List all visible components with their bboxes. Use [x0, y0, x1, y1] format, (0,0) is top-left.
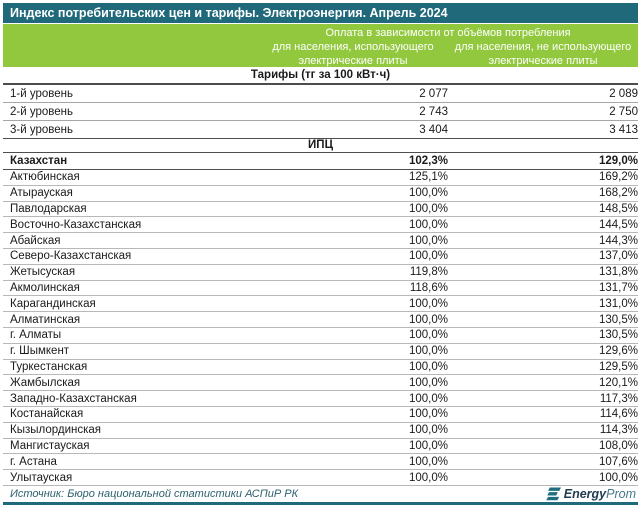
page-title: Индекс потребительских цен и тарифы. Электроэнергия. Апрель 2024 — [3, 3, 638, 23]
cpi-section-header: ИПЦ — [3, 139, 638, 153]
cpi-without-stove: 100,0% — [598, 471, 638, 484]
logo-text-prom: Prom — [606, 487, 636, 501]
cpi-with-stove: 100,0% — [408, 360, 448, 373]
region-row — [3, 202, 638, 218]
cpi-with-stove: 118,6% — [409, 281, 448, 294]
cpi-without-stove: 120,1% — [598, 376, 638, 389]
region-label: Туркестанская — [10, 360, 88, 373]
cpi-without-stove: 137,0% — [598, 250, 638, 263]
tariff-without-stove: 3 413 — [609, 123, 638, 136]
region-label: Актюбинская — [10, 171, 80, 184]
region-label: г. Астана — [10, 455, 57, 468]
region-row — [3, 439, 638, 455]
cpi-with-stove: 100,0% — [408, 218, 448, 231]
cpi-with-stove: 102,3% — [408, 155, 448, 167]
regions-table — [3, 170, 638, 486]
region-row — [3, 170, 638, 186]
cpi-with-stove: 100,0% — [408, 392, 448, 405]
region-label: Карагандинская — [10, 297, 96, 310]
country-row — [3, 153, 638, 170]
energyprom-logo-text — [564, 487, 636, 501]
cpi-with-stove: 100,0% — [408, 471, 448, 484]
region-label: Костанайская — [10, 408, 84, 421]
cpi-with-stove: 100,0% — [408, 408, 448, 421]
column-header-with-stove-line1: для населения, использующего — [272, 41, 434, 53]
cpi-with-stove: 100,0% — [408, 424, 448, 437]
cpi-without-stove: 114,6% — [599, 408, 638, 421]
region-label: Жетысуская — [10, 266, 76, 279]
cpi-without-stove: 144,3% — [598, 234, 638, 247]
region-label: г. Алматы — [10, 329, 62, 342]
cpi-with-stove: 100,0% — [408, 297, 448, 310]
region-label: Алматинская — [10, 313, 81, 326]
region-label: Восточно-Казахстанская — [10, 218, 142, 231]
region-row — [3, 281, 638, 297]
cpi-without-stove: 148,5% — [598, 202, 638, 215]
region-row — [3, 186, 638, 202]
region-row — [3, 407, 638, 423]
cpi-without-stove: 108,0% — [598, 439, 638, 452]
region-label: Жамбылская — [10, 376, 81, 389]
cpi-with-stove: 100,0% — [408, 234, 448, 247]
cpi-with-stove: 100,0% — [408, 455, 448, 468]
cpi-without-stove: 168,2% — [598, 187, 638, 200]
cpi-with-stove: 100,0% — [408, 187, 448, 200]
column-header-with-stove-line2: электрические плиты — [298, 54, 408, 67]
region-label: Атырауская — [10, 187, 73, 200]
cpi-without-stove: 117,3% — [599, 392, 638, 405]
cpi-without-stove: 114,3% — [599, 424, 638, 437]
cpi-with-stove: 100,0% — [408, 202, 448, 215]
tariff-without-stove: 2 750 — [609, 105, 638, 118]
cpi-without-stove: 131,7% — [598, 281, 638, 294]
region-row — [3, 217, 638, 233]
footer — [3, 486, 638, 502]
cpi-with-stove: 119,8% — [409, 266, 448, 279]
cpi-with-stove: 125,1% — [408, 171, 448, 184]
cpi-without-stove: 130,5% — [598, 329, 638, 342]
region-label: Акмолинская — [10, 281, 80, 294]
region-row — [3, 296, 638, 312]
region-label: Павлодарская — [10, 202, 87, 215]
cpi-without-stove: 131,8% — [598, 266, 638, 279]
energyprom-logo-icon — [546, 487, 561, 501]
region-row — [3, 391, 638, 407]
region-label: Улытауская — [10, 471, 73, 484]
region-row — [3, 375, 638, 391]
column-header-without-stove-line1: для населения, не использующего — [454, 41, 632, 53]
tariff-without-stove: 2 089 — [609, 87, 638, 100]
region-row — [3, 360, 638, 376]
cpi-without-stove: 129,0% — [598, 155, 638, 167]
energyprom-logo — [546, 487, 638, 501]
cpi-without-stove: 144,5% — [598, 218, 638, 231]
region-label: Кызылординская — [10, 424, 102, 437]
region-row — [3, 249, 638, 265]
region-label: Абайская — [10, 234, 61, 247]
region-label: г. Шымкент — [10, 345, 70, 358]
country-label: Казахстан — [10, 155, 68, 167]
tariff-row — [3, 103, 638, 121]
cpi-with-stove: 100,0% — [408, 376, 448, 389]
region-row — [3, 312, 638, 328]
region-row — [3, 423, 638, 439]
logo-text-energy: Energy — [563, 487, 607, 501]
column-header-without-stove-line2: электрические плиты — [488, 54, 598, 67]
payment-group-header — [3, 24, 638, 67]
cpi-with-stove: 100,0% — [408, 250, 448, 263]
tariff-level-label: 1-й уровень — [10, 87, 73, 100]
cpi-without-stove: 129,6% — [598, 345, 638, 358]
cpi-without-stove: 107,6% — [598, 455, 638, 468]
region-label: Северо-Казахстанская — [10, 250, 132, 263]
tariff-with-stove: 2 743 — [419, 105, 448, 118]
cpi-with-stove: 100,0% — [408, 345, 448, 358]
tariff-with-stove: 3 404 — [419, 123, 448, 136]
cpi-with-stove: 100,0% — [408, 329, 448, 342]
source-note: Источник: Бюро национальной статистики АСПиР РК — [10, 488, 299, 500]
region-label: Мангистауская — [10, 439, 90, 452]
region-label: Западно-Казахстанская — [10, 392, 137, 405]
region-row — [3, 265, 638, 281]
region-row — [3, 344, 638, 360]
tariff-level-label: 3-й уровень — [10, 123, 73, 136]
cpi-with-stove: 100,0% — [408, 313, 448, 326]
cpi-without-stove: 131,0% — [598, 297, 638, 310]
region-row — [3, 233, 638, 249]
cpi-without-stove: 130,5% — [598, 313, 638, 326]
region-row — [3, 470, 638, 486]
cpi-with-stove: 100,0% — [408, 439, 448, 452]
tariff-section-header: Тарифы (тг за 100 кВт·ч) — [3, 67, 638, 85]
cpi-without-stove: 129,5% — [598, 360, 638, 373]
cpi-without-stove: 169,2% — [598, 171, 638, 184]
bottom-accent-bar — [3, 502, 638, 505]
region-row — [3, 454, 638, 470]
payment-group-label: Оплата в зависимости от объёмов потребления — [325, 26, 571, 39]
tariff-row — [3, 85, 638, 103]
tariff-row — [3, 121, 638, 139]
tariff-with-stove: 2 077 — [419, 87, 448, 100]
tariff-level-label: 2-й уровень — [10, 105, 73, 118]
region-row — [3, 328, 638, 344]
